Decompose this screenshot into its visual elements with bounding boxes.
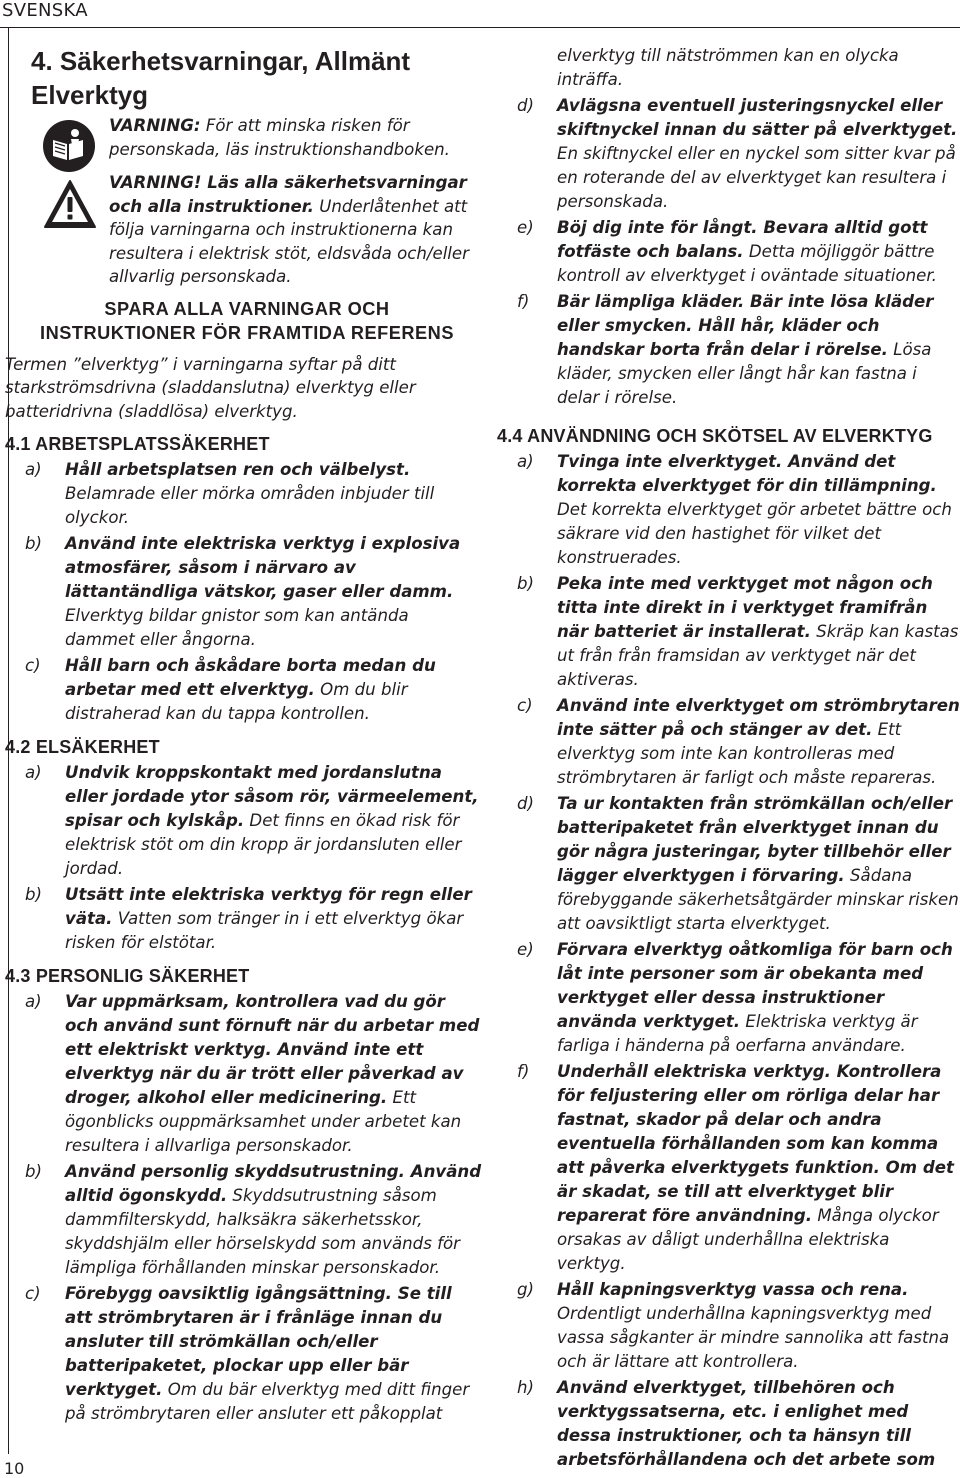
section-heading-4-4: 4.4 ANVÄNDNING OCH SKÖTSEL AV ELVERKTYG — [497, 426, 933, 446]
warning-text-2 — [109, 171, 483, 289]
item-letter: f) — [517, 1062, 530, 1081]
warning-text-1 — [109, 114, 483, 161]
intro-paragraph: Termen ”elverktyg” i varningarna syftar på ditt starkströmsdrivna (sladdanslutna) elverktyg eller batteridrivna (sladdlösa) elverktyg. — [5, 354, 416, 421]
item-text: Belamrade eller mörka områden inbjuder till olyckor. — [65, 484, 435, 528]
list-item — [5, 1282, 483, 1426]
list-item — [497, 94, 960, 214]
item-bold-text: Böj dig inte för långt. Bevara alltid gott fotfäste och balans. — [557, 218, 928, 261]
right-column — [497, 44, 960, 1472]
item-bold-text: Bär lämpliga kläder. Bär inte lösa kläder eller smycken. Håll hår, kläder och handskar borta från delar i rörelse. — [557, 292, 934, 359]
list-item — [497, 1060, 960, 1276]
item-bold-text: Använd inte elektriska verktyg i explosiva atmosfärer, såsom i närvaro av lättantändliga vätskor, gaser eller damm. — [65, 534, 461, 602]
item-text: En skiftnyckel eller en nyckel som sitter kvar på en roterande del av elverktyget kan resultera i personskada. — [557, 144, 956, 211]
item-bold-text: Använd inte elverktyget om strömbrytaren inte sätter på och stänger av det. — [557, 696, 960, 739]
item-letter: d) — [517, 96, 535, 115]
item-letter: b) — [25, 885, 43, 905]
warning-general — [5, 171, 483, 289]
list-item — [497, 1278, 960, 1374]
item-letter: f) — [517, 292, 530, 311]
item-letter: a) — [25, 763, 42, 783]
list-item — [497, 216, 960, 288]
item-text: Elektriska verktyg är farliga i händerna på oerfarna användare. — [557, 1012, 918, 1055]
item-letter: b) — [517, 574, 535, 593]
item-text: Ett ögonblicks ouppmärksamhet under arbetet kan resultera i allvarliga personskador. — [65, 1088, 462, 1156]
item-text: Många olyckor orsakas av dåligt underhållna elektriska verktyg. — [557, 1206, 939, 1273]
item-text: Om du bär elverktyg med ditt finger på strömbrytaren eller ansluter ett påkopplat — [65, 1380, 470, 1424]
item-text: Sådana förebyggande säkerhetsåtgärder minskar risken att oavsiktligt starta elverktyget. — [557, 866, 959, 933]
item-text: Skräp kan kastas ut från från framsidan av verktyget när det aktiveras. — [557, 622, 959, 689]
item-letter: b) — [25, 1162, 43, 1182]
list-item — [5, 761, 483, 881]
header-rule — [0, 27, 960, 28]
page-number: 10 — [4, 1459, 25, 1478]
item-text: Vatten som tränger in i ett elverktyg ökar risken för elstötar. — [65, 909, 464, 953]
section-heading-4-1: 4.1 ARBETSPLATSSÄKERHET — [5, 434, 270, 455]
warning-body-2: Underlåtenhet att följa varningarna och instruktionerna kan resultera i elektrisk stöt, eldsvåda och/eller allvarlig personskada. — [109, 196, 469, 286]
item-letter: c) — [517, 696, 533, 715]
item-text: Det finns en ökad risk för elektrisk stöt om din kropp är jordansluten eller jordad. — [65, 811, 462, 879]
item-text: Ett elverktyg som inte kan kontrolleras med strömbrytaren är farligt och måste repareras. — [557, 720, 937, 787]
item-letter: d) — [517, 794, 535, 813]
warning-bold-2: VARNING! Läs alla säkerhetsvarningar och alla instruktioner. — [109, 173, 467, 216]
item-letter: e) — [517, 218, 534, 237]
list-item — [5, 458, 483, 530]
warning-bold-1: VARNING: — [109, 116, 201, 135]
item-text: Skyddsutrustning såsom dammfilterskydd, halksäkra säkerhetsskor, skyddshjälm eller hörselskydd som används för lämpliga förhållanden minskar personskador. — [65, 1186, 460, 1278]
item-letter: h) — [517, 1378, 534, 1397]
item-bold-text: Avlägsna eventuell justeringsnyckel eller skiftnyckel innan du sätter på elverktyget. — [557, 96, 958, 139]
list-item — [5, 532, 483, 652]
item-bold-text: Använd elverktyget, tillbehören och verktygssatserna, etc. i enlighet med dessa instruktioner, och ta hänsyn till arbetsförhållandena och det arbete som — [557, 1378, 936, 1469]
item-bold-text: Förvara elverktyg oåtkomliga för barn och låt inte personer som är obekanta med verktyget eller dessa instruktioner använda verktyget. — [557, 940, 953, 1031]
item-text: Ordentligt underhållna kapningsverktyg med vassa sågkanter är mindre sannolika att fastna och är lättare att kontrollera. — [557, 1304, 950, 1371]
item-bold-text: Tvinga inte elverktyget. Använd det korrekta elverktyget för din tillämpning. — [557, 452, 937, 495]
item-letter: g) — [517, 1280, 535, 1299]
language-header: SVENSKA — [2, 0, 88, 21]
item-letter: a) — [517, 452, 534, 471]
list-item — [497, 938, 960, 1058]
item-letter: a) — [25, 460, 42, 480]
list-item — [497, 572, 960, 692]
item-letter: c) — [25, 656, 41, 676]
item-text: Om du blir distraherad kan du tappa kontrollen. — [65, 680, 408, 724]
continued-text: elverktyg till nätströmmen kan en olycka inträffa. — [557, 46, 899, 89]
list-item — [497, 450, 960, 570]
item-bold-text: Underhåll elektriska verktyg. Kontrollera för feljustering eller om rörliga delar har fastnat, skador på delar och andra eventuella förhållanden som kan komma att påverka elverktygets funktion. Om det är skadat, se till att elverktyget blir reparerat före användning. — [557, 1062, 954, 1225]
warning-body-1: För att minska risken för personskada, läs instruktionshandboken. — [109, 116, 450, 159]
save-instructions-heading — [5, 297, 483, 345]
item-bold-text: Utsätt inte elektriska verktyg för regn eller väta. — [65, 885, 472, 929]
section-heading-4-3: 4.3 PERSONLIG SÄKERHET — [5, 966, 250, 987]
list-item — [497, 792, 960, 936]
item-letter: a) — [25, 992, 42, 1012]
item-bold-text: Peka inte med verktyget mot någon och titta inte direkt in i verktyget framifrån när batteriet är installerat. — [557, 574, 933, 641]
item-bold-text: Använd personlig skyddsutrustning. Använd alltid ögonskydd. — [65, 1162, 482, 1206]
item-text: Detta möjliggör bättre kontroll av elverktyget i oväntade situationer. — [557, 242, 937, 285]
item-bold-text: Förebygg oavsiktlig igångsättning. Se till att strömbrytaren är i frånläge innan du ansluter till strömkällan och/eller batteripaketet, plockar upp eller bär verktyget. — [65, 1284, 452, 1400]
page-title-line2: Elverktyg — [31, 80, 149, 110]
item-bold-text: Håll kapningsverktyg vassa och rena. — [557, 1280, 909, 1299]
item-text: Elverktyg bildar gnistor som kan antända dammet eller ångorna. — [65, 606, 409, 650]
list-item — [497, 694, 960, 790]
item-text: Lösa kläder, smycken eller långt hår kan fastna i delar i rörelse. — [557, 340, 932, 407]
read-manual-icon — [43, 120, 95, 176]
item-bold-text: Undvik kroppskontakt med jordanslutna eller jordade ytor såsom rör, värmeelement, spisar och kylskåp. — [65, 763, 479, 831]
item-bold-text: Håll arbetsplatsen ren och välbelyst. — [65, 460, 411, 480]
item-bold-text: Ta ur kontakten från strömkällan och/eller batteripaketet från elverktyget innan du gör några justeringar, byter tillbehör eller lägger elverktygen i förvaring. — [557, 794, 953, 885]
item-letter: b) — [25, 534, 43, 554]
section-heading-4-2: 4.2 ELSÄKERHET — [5, 737, 160, 758]
item-text: Det korrekta elverktyget gör arbetet bättre och säkrare vid den hastighet för vilket det konstruerades. — [557, 500, 952, 567]
item-letter: e) — [517, 940, 534, 959]
item-letter: c) — [25, 1284, 41, 1304]
warning-read-manual — [5, 114, 483, 161]
list-item — [5, 990, 483, 1158]
list-item — [5, 1160, 483, 1280]
save-heading-line1: SPARA ALLA VARNINGAR OCH — [104, 298, 390, 319]
warning-triangle-icon — [43, 179, 97, 233]
list-item — [497, 290, 960, 410]
page-title — [31, 44, 483, 112]
list-item — [5, 883, 483, 955]
item-bold-text: Håll barn och åskådare borta medan du arbetar med ett elverktyg. — [65, 656, 436, 700]
page-title-line1: 4. Säkerhetsvarningar, Allmänt — [31, 46, 411, 76]
list-item — [497, 1376, 960, 1472]
left-column — [5, 44, 483, 1426]
save-heading-line2: INSTRUKTIONER FÖR FRAMTIDA REFERENS — [40, 322, 454, 343]
item-bold-text: Var uppmärksam, kontrollera vad du gör och använd sunt förnuft när du arbetar med ett elektriskt verktyg. Använd inte ett elverktyg när du är trött eller påverkad av droger, alkohol eller medicinering. — [65, 992, 480, 1108]
list-item — [5, 654, 483, 726]
